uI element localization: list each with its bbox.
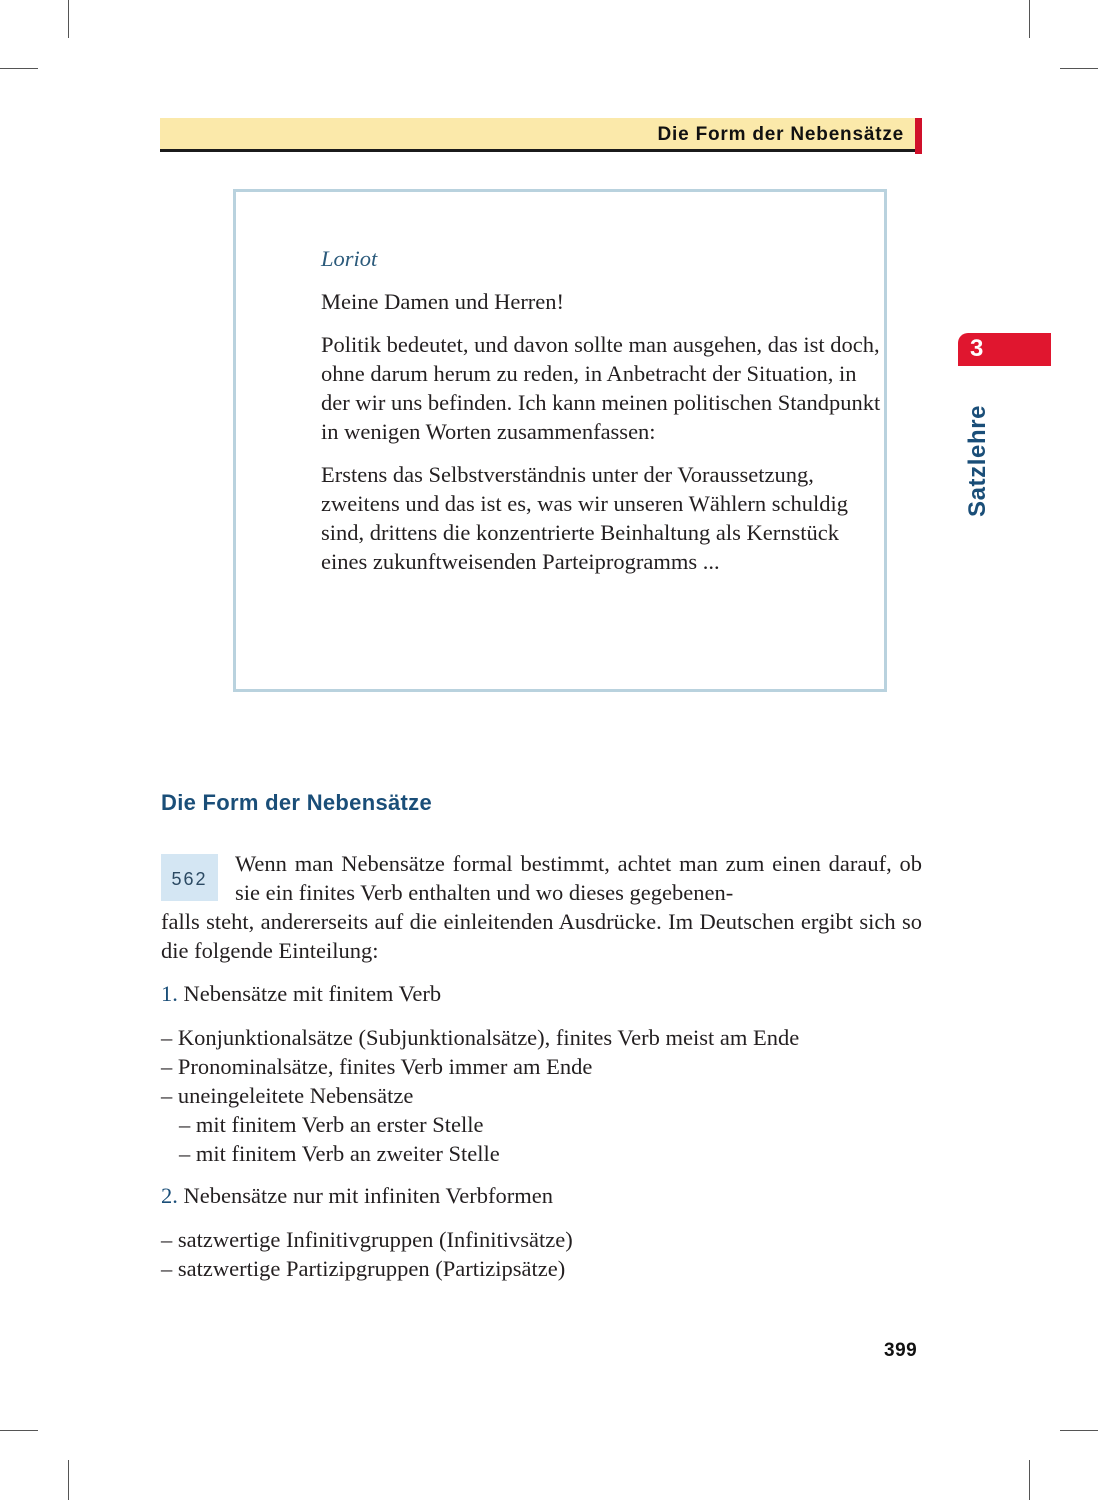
crop-mark xyxy=(1029,0,1030,38)
page-number: 399 xyxy=(884,1340,918,1361)
crop-mark xyxy=(1060,1430,1098,1431)
list-item: – Pronominalsätze, finites Verb immer am Ende xyxy=(161,1054,593,1079)
chapter-number: 3 xyxy=(970,335,984,362)
quote-paragraph: Erstens das Selbstverständnis unter der Voraussetzung, zweitens und das ist es, was wir unseren Wählern schuldig sind, drittens die konzentrierte Beinhaltung als Kernstück eines zukunftweisenden Parteiprogramms ... xyxy=(321,462,848,574)
list-item: – Konjunktionalsätze (Subjunktionalsätze), finites Verb meist am Ende xyxy=(161,1025,800,1050)
list-subitem: – mit finitem Verb an erster Stelle xyxy=(179,1112,484,1137)
running-head xyxy=(160,118,920,152)
running-head-title: Die Form der Nebensätze xyxy=(657,124,904,145)
list-item: – satzwertige Infinitivgruppen (Infinitivsätze) xyxy=(161,1227,573,1252)
intro-text-rest: falls steht, andererseits auf die einleitenden Ausdrücke. Im Deutschen ergibt sich so die folgende Einteilung: xyxy=(161,909,922,963)
section-heading: Die Form der Nebensätze xyxy=(161,790,432,815)
group-number: 2. xyxy=(161,1183,178,1208)
intro-text-first: Wenn man Nebensätze formal bestimmt, achtet man zum einen darauf, ob sie ein finites Verb enthalten und wo dieses gegebenen- xyxy=(235,851,922,905)
chapter-label: Satzlehre xyxy=(964,404,991,517)
group-number: 1. xyxy=(161,981,178,1006)
group-title: Nebensätze nur mit infiniten Verbformen xyxy=(183,1183,553,1208)
quote-content xyxy=(321,244,881,590)
running-head-accent xyxy=(915,118,922,154)
group-list xyxy=(161,1225,573,1283)
crop-mark xyxy=(1060,68,1098,69)
crop-mark xyxy=(68,0,69,38)
crop-mark xyxy=(1029,1460,1030,1500)
crop-mark xyxy=(68,1460,69,1500)
quote-author: Loriot xyxy=(321,246,378,271)
list-item: – uneingeleitete Nebensätze xyxy=(161,1083,414,1108)
group-heading xyxy=(161,1181,553,1210)
quote-paragraph: Politik bedeutet, und davon sollte man ausgehen, das ist doch, ohne darum herum zu reden, in Anbetracht der Situation, in der wir uns befinden. Ich kann meinen politischen Standpunkt in wenigen Worten zusammenfassen: xyxy=(321,332,881,444)
crop-mark xyxy=(0,1430,38,1431)
chapter-tab xyxy=(958,333,1051,366)
quote-paragraph: Meine Damen und Herren! xyxy=(321,289,565,314)
list-subitem: – mit finitem Verb an zweiter Stelle xyxy=(179,1141,500,1166)
intro-paragraph xyxy=(161,849,922,965)
crop-mark xyxy=(0,68,38,69)
quote-box xyxy=(233,189,887,692)
group-list xyxy=(161,1023,799,1168)
group-title: Nebensätze mit finitem Verb xyxy=(183,981,442,1006)
margin-number: 562 xyxy=(161,854,218,901)
group-heading xyxy=(161,979,441,1008)
list-item: – satzwertige Partizipgruppen (Partizipsätze) xyxy=(161,1256,566,1281)
